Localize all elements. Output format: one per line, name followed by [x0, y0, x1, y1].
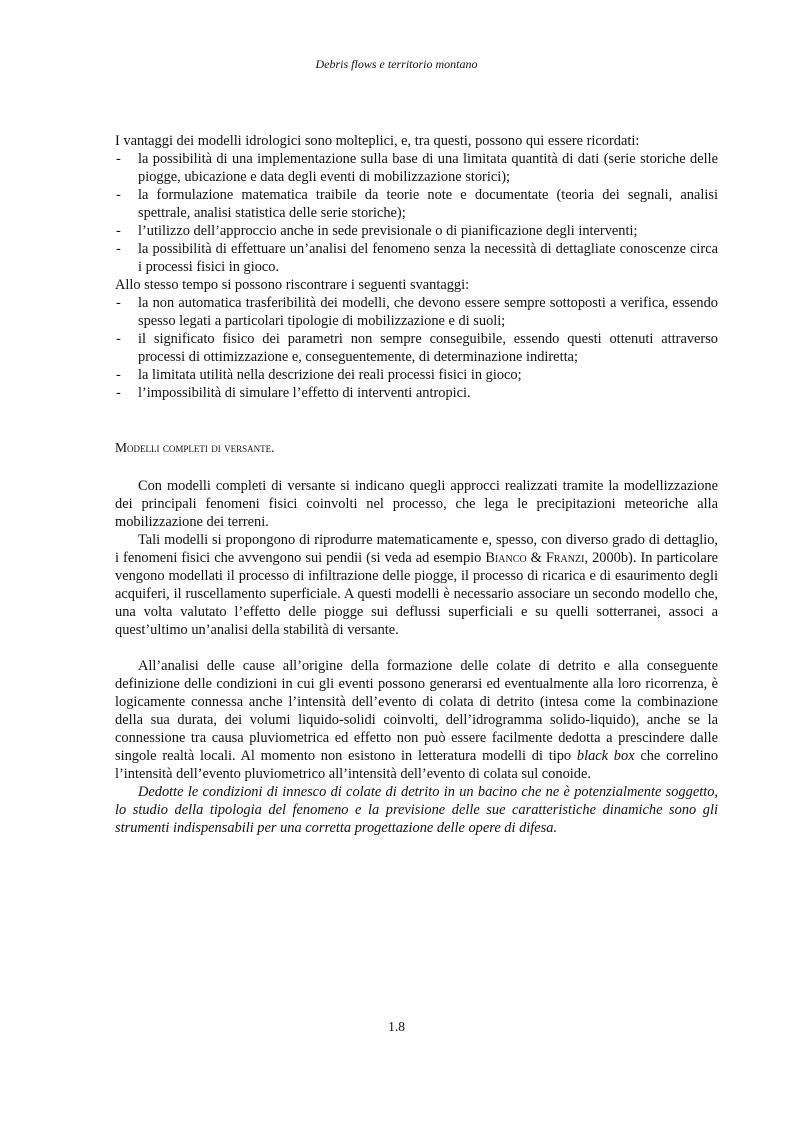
citation-authors: Bianco & Franzi: [485, 550, 585, 566]
svantaggi-item: - il significato fisico dei parametri non sempre conseguibile, essendo questi ottenuti attraverso processi di ottimizzazione e, conseguentemente, di determinazione indiretta;: [115, 330, 718, 366]
paragraph-modelli-completi: [115, 477, 718, 531]
paragraph-text: che correlino l’intensità dell’evento pluviometrico all’intensità dell’evento di colata sul conoide.: [115, 748, 719, 782]
svantaggi-item: - la non automatica trasferibilità dei modelli, che devono essere sempre sottoposti a verifica, essendo spesso legati a particolari tipologie di mobilizzazione e di suoli;: [115, 294, 718, 330]
vantaggi-item: - la possibilità di una implementazione sulla base di una limitata quantità di dati (serie storiche delle piogge, ubicazione e data degli eventi di mobilizzazione storici);: [115, 150, 718, 186]
svantaggi-list: [115, 294, 718, 402]
page-number: 1.8: [388, 1019, 405, 1034]
svantaggi-item: - l’impossibilità di simulare l’effetto di interventi antropici.: [115, 384, 718, 402]
vantaggi-item: - l’utilizzo dell’approccio anche in sede previsionale o di pianificazione degli interventi;: [115, 222, 718, 240]
svantaggi-intro: Allo stesso tempo si possono riscontrare i seguenti svantaggi:: [115, 277, 470, 293]
paragraph-text: , 2000b). In particolare vengono modellati il processo di infiltrazione delle piogge, il processo di ricarica e di esaurimento degli acquiferi, il ruscellamento superficiale. A questi modelli è necessario associare un secondo modello che, una volta valutato l’effetto delle piogge sui deflussi superficiali e su quelli sotterranei, associ a quest’ultimo un’analisi della stabilità di versante.: [115, 550, 718, 638]
vantaggi-intro: I vantaggi dei modelli idrologici sono molteplici, e, tra questi, possono qui essere ricordati:: [115, 133, 640, 149]
paragraph-text: Con modelli completi di versante si indicano quegli approcci realizzati tramite la modellizzazione dei principali fenomeni fisici coinvolti nel processo, che lega le precipitazioni meteoriche alla mobilizzazione dei terreni.: [115, 478, 718, 530]
running-header: Debris flows e territorio montano: [315, 57, 478, 71]
vantaggi-item: - la possibilità di effettuare un’analisi del fenomeno senza la necessità di dettagliate conoscenze circa i processi fisici in gioco.: [115, 240, 718, 276]
paragraph-tali-modelli: [115, 531, 718, 639]
italic-term: black box: [576, 748, 635, 764]
vantaggi-list: [115, 150, 718, 276]
page-body: [115, 132, 718, 837]
paragraph-analisi-cause: [115, 657, 718, 783]
paragraph-text: All’analisi delle cause all’origine della formazione delle colate di detrito e alla conseguente definizione delle condizioni in cui gli eventi possono generarsi ed eventualmente alla loro ricorrenza, è logicamente connessa anche l’intensità dell’evento di colata di detrito (intesa come la combinazione della sua durata, dei volumi liquido-solidi coinvolti, dell’idrogramma solido-liquido), anche se la connessione tra causa pluviometrica ed effetto non può essere facilmente dedotta a prescindere dalle singole realtà locali. Al momento non esistono in letteratura modelli di tipo: [115, 658, 718, 764]
paragraph-text: Tali modelli si propongono di riprodurre matematicamente e, spesso, con diverso grado di dettaglio, i fenomeni fisici che avvengono sui pendii (si veda ad esempio: [115, 532, 718, 566]
vantaggi-item: - la formulazione matematica traibile da teorie note e documentate (teoria dei segnali, analisi spettrale, analisi statistica delle serie storiche);: [115, 186, 718, 222]
section-heading: Modelli completi di versante.: [115, 440, 275, 455]
svantaggi-item: - la limitata utilità nella descrizione dei reali processi fisici in gioco;: [115, 366, 718, 384]
paragraph-conclusion: Dedotte le condizioni di innesco di colate di detrito in un bacino che ne è potenzialmente soggetto, lo studio della tipologia del fenomeno e la previsione delle sue caratteristiche dinamiche sono gli strumenti indispensabili per una corretta progettazione delle opere di difesa.: [115, 784, 718, 836]
